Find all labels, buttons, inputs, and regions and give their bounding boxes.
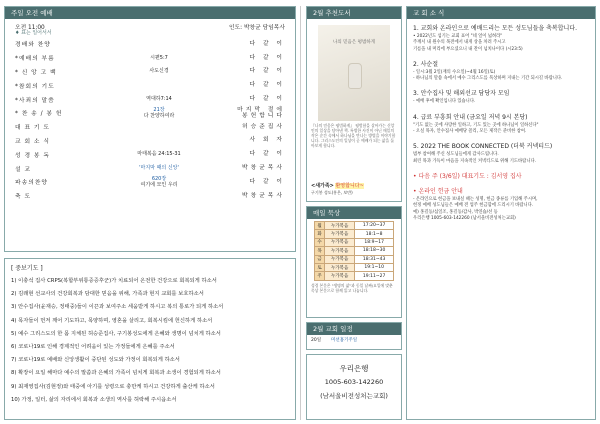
worship-row <box>5 161 295 175</box>
daily-devotion <box>306 206 402 318</box>
worship-detail <box>95 96 223 102</box>
vase-illustration <box>348 63 362 89</box>
worship-item: 파송의찬양 <box>15 180 48 187</box>
devotion-row <box>315 255 394 263</box>
news-item <box>413 23 589 53</box>
worship-row <box>5 106 295 120</box>
church-news <box>406 6 596 420</box>
worship-person-main: 다 같 이 <box>249 96 285 103</box>
worship-item: *예배의 부름 <box>15 56 55 63</box>
news-line: 주께서 내 원수의 목전에서 내게 상을 차려 주시고 <box>413 40 506 46</box>
worship-detail-sub: 여기에 모인 우리 <box>140 181 178 188</box>
news-title-text: 급료 부흥회 안내 (금요일 저녁 9시 본당) <box>420 113 528 121</box>
recommend-header: 2월 추천도서 <box>307 7 401 19</box>
book-cover-title: 나의 믿음은 평범하게 <box>333 40 375 45</box>
devotion-row <box>315 238 394 246</box>
news-number: 5. <box>413 143 421 151</box>
worship-detail <box>95 176 223 188</box>
news-title <box>413 59 589 68</box>
devotion-book: 누가복음 <box>325 222 355 230</box>
worship-item: * 찬 송 / 봉 헌 <box>15 111 63 118</box>
worship-item: 축 도 <box>15 194 32 201</box>
worship-person <box>223 55 285 61</box>
worship-person <box>223 124 285 130</box>
worship-person-main: 박창균목사 <box>242 165 285 172</box>
news-title-text: • 온라인 헌금 안내 <box>413 187 463 195</box>
news-item <box>413 141 589 165</box>
worship-row <box>5 65 295 79</box>
news-item <box>413 171 589 180</box>
worship-person <box>223 165 285 171</box>
recommended-book <box>306 6 402 202</box>
worship-detail-main: 역대하7:14 <box>146 96 172 103</box>
worship-detail <box>95 55 223 61</box>
devotion-day: 화 <box>315 230 325 238</box>
center-divider <box>300 6 301 420</box>
worship-detail <box>95 68 223 74</box>
devotion-verse: 19:11~27 <box>355 272 394 280</box>
devotion-row <box>315 222 394 230</box>
worship-detail-main: 마태복음 24:15-31 <box>137 151 181 158</box>
worship-person <box>223 41 285 47</box>
news-title-text: 안수집사 및 해외선교 담당자 모임 <box>420 90 510 98</box>
news-line: 헌정 예배 성도님들은 예배 전 업주 헌금함에 드리시기 바랍니다. <box>413 203 534 209</box>
worship-person <box>223 107 285 119</box>
news-line: 우리은행 1005-603-142260 (남서울비전성처는교회) <box>413 215 516 221</box>
book-description: 『나의 믿음은 평범하게』 평범함을 살아가는 신앙인의 일상을 담아낸 책. 특별한 사건이 아닌 매일의 작은 순간 속에서 하나님을 만나는 방법을 이야기합니다. 그리스도인의 일상이 곧 예배가 되는 삶을 돌아보게 합니다. <box>311 123 396 148</box>
prayer-item: 9) 최재영집사(김현정)와 태중에 아기를 성령으로 충만케 하시고 건강하게 출산케 하소서 <box>11 383 215 390</box>
worship-item: 경배와 찬양 <box>15 42 51 49</box>
worship-person <box>223 137 285 143</box>
worship-info <box>5 19 295 29</box>
right-column <box>306 6 596 420</box>
news-title-text: 2022 THE BOOK CONNECTED (더북 커넥티드) <box>420 143 553 151</box>
worship-detail-main: 620장 <box>151 175 167 182</box>
worship-person <box>223 82 285 88</box>
news-title-text: 교회와 온라인으로 예배드리는 모든 성도님들을 축복합니다. <box>420 25 577 32</box>
prayer-item: 2) 김래현 선교사의 건강회복과 담대한 믿음을 위해, 가족과 현지 교회를 보호하소서 <box>11 291 204 298</box>
news-title-text: • 다음 주 (3/6일) 대표기도 : 김서영 집사 <box>413 172 522 180</box>
news-title <box>413 141 589 150</box>
devotion-book: 누가복음 <box>325 255 355 263</box>
devotion-day: 금 <box>315 255 325 263</box>
devotion-verse: 19:1~10 <box>355 263 394 271</box>
devotion-day: 월 <box>315 222 325 230</box>
worship-person-main: 박창균목사 <box>242 192 285 199</box>
worship-person-main: 다 같 이 <box>249 82 285 89</box>
devotion-day: 토 <box>315 263 325 271</box>
bank-account: 1005-603-142260 <box>324 378 384 386</box>
worship-person-main: 사 회 자 <box>249 137 285 144</box>
prayer-item: 1) 이충석 집사 CRPS(복합부위통증증후군)가 치료되어 온전한 건강으로 회복되게 하소서 <box>11 278 217 284</box>
worship-person <box>223 68 285 74</box>
worship-detail-main: 사도신경 <box>149 68 169 75</box>
news-line: 기름을 내 머리에 부으셨으니 내 잔이 넘치나이다 (시23:5) <box>413 46 523 52</box>
news-line: "기도 없는 곳에 사랑한 일하고, 기도 있는 곳에 하나님이 일하신다" <box>413 122 539 128</box>
worship-item: 설 교 <box>15 166 32 173</box>
worship-row <box>5 134 295 148</box>
news-item <box>413 186 589 222</box>
prayer-item: 5) 예수 그리스도의 한 몸 지체된 허승준집사, 구기봉성도에게 은혜와 생명이 넘치게 하소서 <box>11 330 221 337</box>
news-number: 4. <box>413 113 421 121</box>
worship-row <box>5 92 295 106</box>
devotion-book: 누가복음 <box>325 263 355 271</box>
news-title-text: 사순절 <box>420 60 439 68</box>
worship-detail-sub: 다 찬양하여라 <box>143 112 175 119</box>
devotion-verse: 18:9~17 <box>355 238 394 246</box>
worship-person <box>223 193 285 199</box>
worship-person-main: 다 같 이 <box>249 151 285 158</box>
prayer-item: 10) 가정, 일터, 삶의 자리에서 회복과 소생의 역사를 허락해 주시옵소서 <box>11 396 177 403</box>
news-line: - 하나님의 말씀 속에서 예수 그리스도를 묵상하며 지내는 기간 되시길 바랍니다. <box>413 76 563 82</box>
bank-info <box>306 354 402 420</box>
worship-detail-main: '마지막 때의 신앙' <box>139 165 179 172</box>
news-title <box>413 186 589 195</box>
news-title <box>413 112 589 121</box>
news-header: 교 회 소 식 <box>407 7 595 19</box>
welcome-text: 환영합니다~ <box>335 183 364 189</box>
devotion-row <box>315 247 394 255</box>
worship-header: 주일 오전 예배 <box>5 7 295 19</box>
prayer-title: [ 중보기도 ] <box>11 265 43 272</box>
bank-name: 우리은행 <box>339 364 369 373</box>
worship-person-main: 마지막 절에 <box>237 106 285 113</box>
devotion-day: 목 <box>315 247 325 255</box>
devotion-day: 수 <box>315 238 325 246</box>
schedule-row <box>307 335 401 345</box>
church-schedule <box>306 322 402 350</box>
worship-detail-main: 시편5:7 <box>150 54 168 61</box>
worship-person <box>223 151 285 157</box>
worship-order <box>4 6 296 252</box>
worship-person-main: 다 같 이 <box>249 40 285 47</box>
worship-person-main: 다 같 이 <box>249 68 285 75</box>
news-list <box>407 19 595 232</box>
devotion-row <box>315 272 394 280</box>
worship-row <box>5 175 295 189</box>
devotion-verse: 17:20~37 <box>355 222 394 230</box>
devotion-book: 누가복음 <box>325 238 355 246</box>
news-title <box>413 88 589 97</box>
bank-holder: (남서울비전성처는교회) <box>320 392 388 400</box>
prayer-item: 3) 안수집사(윤재승, 정태중)들이 이끈과 보여주소 세움받게 하시고 복의 통로가 되게 하소서 <box>11 304 224 311</box>
devotion-day: 주 <box>315 272 325 280</box>
book-cover-image <box>318 25 390 121</box>
worship-person <box>223 96 285 102</box>
prayer-item: 6) 코로나19로 인해 경제적인 어려움이 있는 가정들에게 은혜를 주소서 <box>11 343 175 350</box>
worship-row <box>5 51 295 65</box>
devotion-verse: 18:1~8 <box>355 230 394 238</box>
worship-detail-main: 21장 <box>153 106 165 113</box>
worship-row <box>5 120 295 134</box>
news-title <box>413 23 589 32</box>
news-line: 최린 목과 가득이 마음을 지속적인 커넥티드로 위해 기도바랍니다. <box>413 158 536 164</box>
worship-detail <box>95 151 223 157</box>
news-item <box>413 59 589 83</box>
news-line: - 예배 후에 확인입니다 있습니다. <box>413 99 476 105</box>
news-line: - 온라인으로 헌금을 보내실 때는 성명, 헌금 종류를 기입해 주시며, <box>413 196 538 202</box>
prayer-item: 4) 목자들이 먼저 깨어 기도하고, 목양하며, 영혼을 살리고, 회복시킴에 헌신하게 하소서 <box>11 317 213 324</box>
devotion-verse: 18:31~43 <box>355 255 394 263</box>
news-number: 1. <box>413 25 421 32</box>
devotion-row <box>315 263 394 271</box>
news-number: 3. <box>413 90 421 98</box>
worship-item: *사죄의 말씀 <box>15 97 55 104</box>
worship-time: 오전 11:00 <box>15 25 45 31</box>
worship-leader: 인도: 박창균 담임목사 <box>228 25 285 31</box>
prayer-section <box>4 258 296 420</box>
news-title <box>413 171 589 180</box>
schedule-event: 미션홈기주일 <box>331 338 358 343</box>
worship-person <box>223 179 285 185</box>
prayer-item: 8) 확장이 요일 해마다 예수의 말씀과 은혜의 가족이 넘치게 회복과 소생이 경험되게 하소서 <box>11 370 221 377</box>
worship-row <box>5 189 295 203</box>
new-family-tag <box>311 182 397 189</box>
devotion-verse: 18:18~30 <box>355 247 394 255</box>
new-family-member: 구기봉 성도(홍은, 보반) <box>311 190 353 195</box>
worship-detail <box>95 165 223 171</box>
left-column <box>4 6 296 420</box>
worship-row <box>5 147 295 161</box>
worship-person-main: 다 같 이 <box>249 54 285 61</box>
daily-header: 매일 묵상 <box>307 207 401 219</box>
new-family-label: <새가족> <box>311 183 334 189</box>
worship-person-main: 허승준집사 <box>242 123 285 130</box>
news-line: 예) 홍길동/십일조, 홍길동/감사, 박연습/선 등 <box>413 209 498 215</box>
news-item <box>413 88 589 105</box>
worship-item: *참회의 기도 <box>15 83 55 90</box>
devotion-book: 누가복음 <box>325 247 355 255</box>
schedule-header: 2월 교회 일정 <box>307 323 401 335</box>
schedule-rows <box>307 335 401 345</box>
prayer-list <box>11 275 289 407</box>
news-line: • 2022년도 섬기는 교회 표어 "네 얼이 넓혀라" <box>413 34 503 39</box>
worship-rows <box>5 37 295 203</box>
devotion-table <box>314 221 394 281</box>
worship-person-main: 다 같 이 <box>249 178 285 185</box>
worship-person-sub: 봉헌합니다 <box>242 112 285 119</box>
news-line: - 오실 목자, 안수집사 예배당 쓸리, 모든 제작은 준비한 참여. <box>413 129 527 135</box>
devotion-note: 성경 본문은 "생명의 삶"과 동일 날짜/요일에 맞춘 묵상 본문으로 함께 읽고 나눕니다. <box>311 282 393 293</box>
devotion-row <box>315 230 394 238</box>
news-line: - 일시:3월 2일(재의 수요일)~4월 16일(토) <box>413 69 496 75</box>
worship-item: 성 경 봉 독 <box>15 152 50 159</box>
worship-row <box>5 37 295 51</box>
schedule-date: 20일 <box>311 338 322 343</box>
worship-item: 교 회 소 식 <box>15 138 50 145</box>
worship-detail <box>95 107 223 119</box>
devotion-book: 누가복음 <box>325 230 355 238</box>
news-number: 2. <box>413 60 421 68</box>
worship-item: 대 표 기 도 <box>15 125 50 132</box>
devotion-book: 누가복음 <box>325 272 355 280</box>
news-item <box>413 112 589 136</box>
worship-note: ♦ 표는 일어서서 <box>15 30 52 36</box>
prayer-item: 7) 코로나19로 예배와 신앙생활이 중단된 성도와 가정이 회복되게 하소서 <box>11 357 180 364</box>
news-line: 범부 참여해 주신 성도님들에게 감사드립니다. <box>413 152 499 158</box>
worship-item: * 신 앙 고 백 <box>15 69 57 76</box>
worship-row <box>5 78 295 92</box>
